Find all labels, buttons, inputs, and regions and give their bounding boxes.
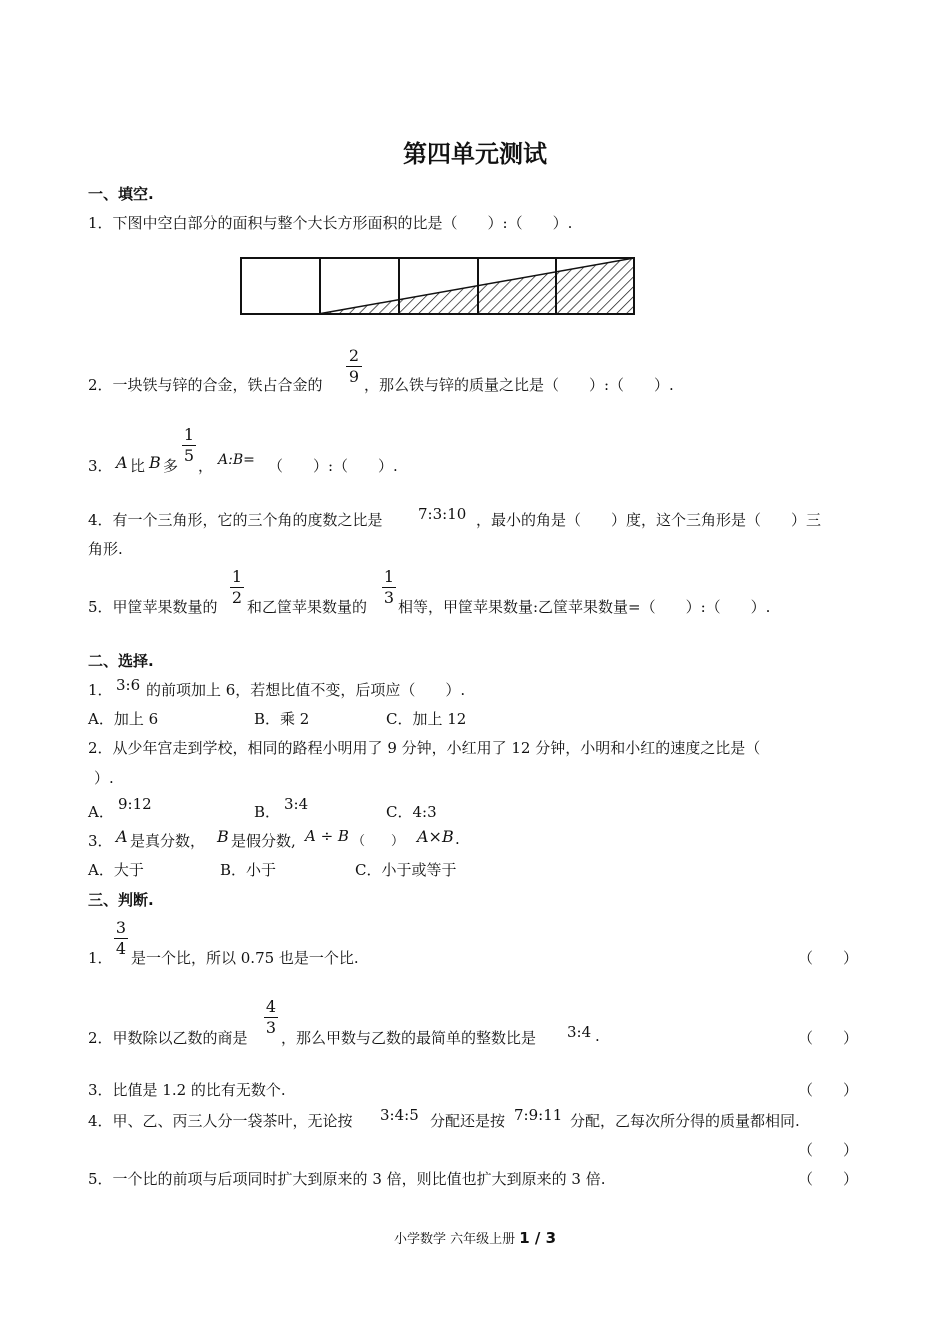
ratio-7-9-11: 7:9:11	[514, 1106, 563, 1124]
choice-q1-number: 1．	[88, 681, 113, 699]
fill-q3-number: 3．	[88, 457, 113, 475]
fraction-1-3: 1 3	[383, 567, 395, 607]
expression-a-times-b: A×B	[417, 827, 454, 846]
choice-q1-option-a: A．加上 6	[88, 710, 159, 728]
choice-q3-option-b: B．小于	[220, 861, 277, 879]
fill-q5-tail: 相等，甲筐苹果数量:乙筐苹果数量=（ ）:（ ）.	[398, 598, 771, 616]
fill-q5-text: 5．甲筐苹果数量的	[88, 598, 218, 616]
judge-q2-answer: （ ）	[798, 1029, 859, 1047]
fill-q3-bi: 比	[130, 457, 146, 475]
variable-a: A	[116, 827, 128, 846]
judge-q1-text: 是一个比，所以 0.75 也是一个比.	[131, 949, 359, 967]
variable-a: A	[116, 453, 128, 472]
choice-q1-option-b: B．乘 2	[254, 710, 310, 728]
judge-q2-text: 2．甲数除以乙数的商是	[88, 1029, 248, 1047]
judge-q5-answer: （ ）	[798, 1170, 859, 1188]
fill-q5-mid: 和乙筐苹果数量的	[247, 598, 368, 616]
judge-q4-answer: （ ）	[798, 1141, 859, 1159]
page-number: 1 / 3	[519, 1229, 557, 1247]
fraction-1-2: 1 2	[231, 567, 243, 607]
ratio-3-6: 3:6	[116, 676, 141, 694]
choice-q3-option-a: A．大于	[88, 861, 144, 879]
choice-q3-option-c: C．小于或等于	[355, 861, 457, 879]
section-heading-judge: 三、判断.	[88, 891, 154, 909]
fill-q3-comma: ，	[198, 457, 214, 475]
fill-q4-line2: 角形.	[88, 540, 123, 558]
variable-b: B	[217, 827, 229, 846]
ratio-a-b: A:B=	[218, 452, 255, 468]
fill-q3-duo: 多	[163, 457, 179, 475]
fraction-4-3: 4 3	[265, 997, 277, 1037]
ratio-3-4: 3:4	[284, 795, 309, 813]
ratio-3-4-5: 3:4:5	[380, 1106, 419, 1124]
fraction-1-5: 1 5	[183, 425, 195, 465]
fill-q1: 1．下图中空白部分的面积与整个大长方形面积的比是（ ）:（ ）.	[88, 214, 573, 232]
page-footer	[0, 1228, 950, 1247]
judge-q5-text: 5．一个比的前项与后项同时扩大到原来的 3 倍，则比值也扩大到原来的 3 倍.	[88, 1170, 606, 1188]
choice-q2-option-a: A．	[88, 803, 114, 821]
ratio-3-4: 3:4	[567, 1023, 592, 1041]
judge-q2-end: .	[595, 1027, 600, 1045]
rectangle-diagram	[238, 256, 638, 316]
shaded-triangle	[318, 258, 634, 314]
judge-q1-answer: （ ）	[798, 949, 859, 967]
judge-q1-number: 1．	[88, 949, 113, 967]
fraction-3-4: 3 4	[115, 918, 127, 958]
choice-q3-end: .	[455, 830, 460, 848]
fill-q4-text: 4．有一个三角形，它的三个角的度数之比是	[88, 511, 383, 529]
choice-q3-text1: 是真分数，	[130, 832, 206, 850]
judge-q3-answer: （ ）	[798, 1081, 859, 1099]
judge-q4-text: 4．甲、乙、丙三人分一袋茶叶，无论按	[88, 1112, 353, 1130]
section-heading-fill: 一、填空.	[88, 185, 154, 203]
judge-q2-mid: ，那么甲数与乙数的最简单的整数比是	[281, 1029, 537, 1047]
choice-q2-line2: ）.	[94, 769, 114, 787]
judge-q4-mid: 分配还是按	[430, 1112, 506, 1130]
choice-q2-line1: 2．从少年宫走到学校，相同的路程小明用了 9 分钟，小红用了 12 分钟，小明和小红的速度之比是（	[88, 739, 761, 757]
choice-q3-paren: （ ）	[352, 834, 405, 849]
ratio-7-3-10: 7:3:10	[418, 505, 467, 523]
choice-q2-option-c: C．4:3	[386, 803, 437, 821]
ratio-9-12: 9:12	[118, 795, 152, 813]
fill-q3-blanks: （ ）:（ ）.	[268, 457, 398, 475]
fraction-2-9: 2 9	[346, 347, 362, 386]
expression-a-div-b: A ÷ B	[305, 827, 349, 845]
judge-q3-text: 3．比值是 1.2 的比有无数个.	[88, 1081, 286, 1099]
page-title: 第四单元测试	[403, 140, 547, 168]
choice-q3-text2: 是假分数,	[231, 832, 296, 850]
choice-q1-option-c: C．加上 12	[386, 710, 467, 728]
variable-b: B	[149, 453, 161, 472]
choice-q3-number: 3．	[88, 832, 113, 850]
section-heading-choice: 二、选择.	[88, 652, 154, 670]
judge-q4-tail: 分配，乙每次所分得的质量都相同.	[570, 1112, 800, 1130]
choice-q2-option-b: B．	[254, 803, 281, 821]
choice-q1-text: 的前项加上 6，若想比值不变，后项应（ ）.	[146, 681, 466, 699]
fill-q2-text: 2．一块铁与锌的合金，铁占合金的	[88, 376, 323, 394]
fill-q2-tail: ，那么铁与锌的质量之比是（ ）:（ ）.	[364, 376, 674, 394]
footer-text: 小学数学 六年级上册	[393, 1232, 520, 1247]
fill-q4-tail: ，最小的角是（ ）度，这个三角形是（ ）三	[476, 511, 822, 529]
